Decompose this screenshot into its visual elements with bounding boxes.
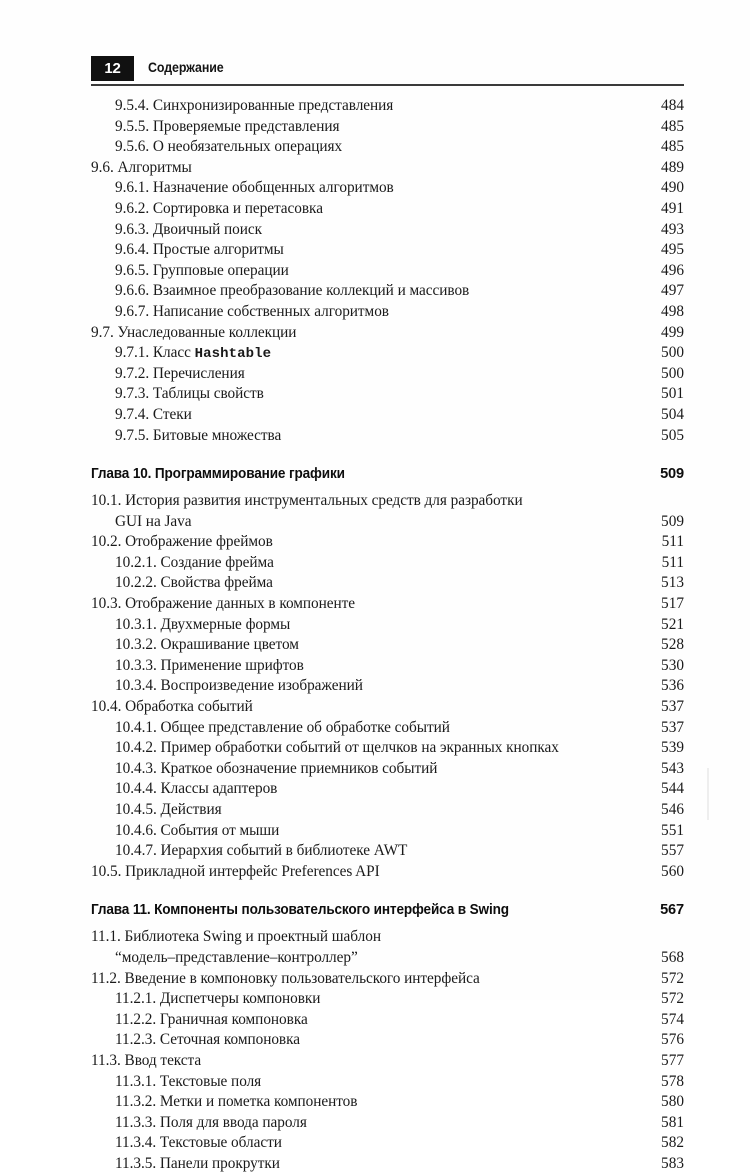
- toc-entry-label: 9.6.7. Написание собственных алгоритмов: [115, 302, 389, 320]
- toc-entry-page-number: 583: [661, 1154, 684, 1172]
- toc-entry-page-number: 485: [661, 138, 684, 156]
- toc-entry-page-number: 574: [661, 1010, 684, 1028]
- toc-entry-page-number: 500: [661, 364, 684, 382]
- toc-entry-page-number: 493: [661, 220, 684, 238]
- toc-entry-page-number: 577: [661, 1051, 684, 1069]
- scan-artifact: [707, 768, 709, 820]
- page-folio-box: [91, 56, 134, 81]
- toc-entry-label: 11.3. Ввод текста: [91, 1051, 202, 1069]
- toc-entry-label: 10.3. Отображение данных в компоненте: [91, 595, 356, 613]
- toc-entry-page-number: 521: [661, 615, 684, 633]
- toc-entry-label: 10.4.1. Общее представление об обработке событий: [115, 718, 450, 736]
- toc-entry-continuation-row[interactable]: [91, 948, 684, 969]
- toc-entry-label: 10.3.4. Воспроизведение изображений: [115, 677, 363, 695]
- toc-entry-row[interactable]: [91, 281, 684, 302]
- toc-entry-row[interactable]: [91, 178, 684, 199]
- toc-entry-row[interactable]: [91, 364, 684, 385]
- toc-entry-label: 10.4.7. Иерархия событий в библиотеке AWT: [115, 842, 408, 860]
- toc-entry-label: 10.2.1. Создание фрейма: [115, 553, 274, 571]
- toc-entry-page-number: 501: [661, 385, 684, 403]
- toc-entry-label: 9.5.5. Проверяемые представления: [115, 117, 340, 135]
- toc-entry-page-number: 560: [661, 862, 684, 880]
- toc-entry-label: 9.5.4. Синхронизированные представления: [115, 97, 394, 114]
- toc-entry-label: 10.3.3. Применение шрифтов: [115, 656, 304, 674]
- toc-entry-page-number: 509: [661, 512, 684, 530]
- toc-entry-row[interactable]: [91, 405, 684, 426]
- toc-entry-page-number: 568: [661, 948, 684, 966]
- toc-entry-label: 11.2.3. Сеточная компоновка: [115, 1031, 300, 1049]
- toc-entry-label: GUI на Java: [115, 512, 192, 530]
- toc-entry-code-span: Hashtable: [194, 346, 272, 363]
- toc-entry-label: [115, 343, 271, 365]
- toc-entry-label: 10.4.6. События от мыши: [115, 821, 280, 839]
- toc-entry-row[interactable]: [91, 779, 684, 800]
- toc-entry-page-number: 546: [661, 801, 684, 818]
- toc-entry-row[interactable]: [91, 220, 684, 241]
- toc-entry-label: 9.7.3. Таблицы свойств: [115, 385, 264, 403]
- toc-entry-page-number: 551: [661, 821, 684, 839]
- toc-entry-page-number: 539: [661, 739, 684, 757]
- toc-entry-row[interactable]: [91, 199, 684, 220]
- toc-entry-label: 10.4.4. Классы адаптеров: [115, 780, 278, 798]
- toc-entry-page-number: 536: [661, 677, 684, 695]
- toc-entry-label: 9.6. Алгоритмы: [91, 158, 192, 176]
- table-of-contents: [91, 96, 684, 1175]
- toc-entry-row[interactable]: [91, 635, 684, 656]
- toc-entry-label-text: 9.7.1. Класс: [115, 344, 195, 362]
- running-head-rule: [91, 84, 684, 86]
- toc-entry-row[interactable]: [91, 491, 684, 512]
- toc-entry-row[interactable]: [91, 738, 684, 759]
- toc-entry-page-number: 557: [661, 842, 684, 860]
- toc-entry-label: 10.4. Обработка событий: [91, 698, 253, 716]
- toc-entry-row[interactable]: [91, 676, 684, 697]
- toc-entry-row[interactable]: [91, 240, 684, 261]
- toc-entry-row[interactable]: [91, 1133, 684, 1154]
- toc-entry-page-number: 505: [661, 426, 684, 444]
- toc-entry-label: 10.4.2. Пример обработки событий от щелчков на экранных кнопках: [115, 739, 559, 757]
- toc-entry-page-number: 498: [661, 302, 684, 320]
- toc-entry-page-number: 497: [661, 282, 684, 300]
- toc-entry-page-number: 572: [661, 990, 684, 1008]
- toc-entry-row[interactable]: [91, 862, 684, 883]
- toc-entry-row[interactable]: [91, 117, 684, 138]
- toc-entry-label: 9.5.6. О необязательных операциях: [115, 138, 343, 156]
- toc-entry-row[interactable]: [91, 759, 684, 780]
- toc-entry-label: 9.6.1. Назначение обобщенных алгоритмов: [115, 179, 394, 197]
- running-head: [91, 56, 691, 86]
- toc-entry-row[interactable]: [91, 1113, 684, 1134]
- toc-entry-page-number: 490: [661, 179, 684, 197]
- toc-chapter-page-number: 509: [660, 466, 684, 483]
- toc-entry-page-number: 582: [661, 1134, 684, 1152]
- toc-entry-row[interactable]: [91, 800, 684, 821]
- toc-entry-row[interactable]: [91, 718, 684, 739]
- toc-entry-label: 11.3.5. Панели прокрутки: [115, 1154, 280, 1172]
- toc-entry-page-number: 484: [661, 97, 684, 114]
- toc-entry-page-number: 513: [661, 574, 684, 592]
- running-head-title: Содержание: [148, 60, 224, 75]
- toc-entry-label: 9.7.2. Перечисления: [115, 364, 245, 382]
- toc-entry-row[interactable]: [91, 1030, 684, 1051]
- toc-entry-page-number: 576: [661, 1031, 684, 1049]
- toc-entry-label: 11.1. Библиотека Swing и проектный шаблон: [91, 928, 381, 946]
- toc-entry-row[interactable]: [91, 656, 684, 677]
- toc-entry-page-number: 517: [661, 595, 684, 613]
- toc-chapter-row[interactable]: [91, 895, 684, 925]
- toc-entry-row[interactable]: [91, 532, 684, 553]
- toc-entry-label: 11.3.2. Метки и пометка компонентов: [115, 1093, 358, 1111]
- toc-entry-label: 9.6.6. Взаимное преобразование коллекций и массивов: [115, 282, 470, 300]
- toc-entry-row[interactable]: [91, 426, 684, 447]
- toc-chapter-row[interactable]: [91, 459, 684, 489]
- toc-entry-row[interactable]: [91, 841, 684, 862]
- toc-entry-row[interactable]: [91, 302, 684, 323]
- toc-entry-row[interactable]: [91, 384, 684, 405]
- toc-entry-page-number: 499: [661, 323, 684, 341]
- toc-entry-label: 9.6.4. Простые алгоритмы: [115, 241, 284, 259]
- toc-entry-page-number: 544: [661, 780, 684, 798]
- toc-entry-page-number: 528: [661, 636, 684, 654]
- toc-entry-row[interactable]: [91, 158, 684, 179]
- toc-entry-row[interactable]: [91, 927, 684, 948]
- toc-entry-page-number: 572: [661, 969, 684, 987]
- toc-entry-row[interactable]: [91, 343, 684, 364]
- toc-entry-label: 9.7. Унаследованные коллекции: [91, 323, 297, 341]
- toc-entry-label: 10.2. Отображение фреймов: [91, 533, 273, 551]
- toc-entry-row[interactable]: [91, 1092, 684, 1113]
- toc-entry-page-number: 543: [661, 759, 684, 777]
- toc-entry-row[interactable]: [91, 821, 684, 842]
- toc-entry-label: 11.2.2. Граничная компоновка: [115, 1010, 308, 1028]
- toc-entry-page-number: 537: [661, 718, 684, 736]
- toc-entry-page-number: 491: [661, 199, 684, 217]
- toc-chapter-label: Глава 10. Программирование графики: [91, 466, 345, 483]
- toc-entry-page-number: 580: [661, 1093, 684, 1111]
- toc-entry-row[interactable]: [91, 1010, 684, 1031]
- toc-entry-label: “модель–представление–контроллер”: [115, 948, 358, 966]
- page-folio-number: 12: [104, 60, 121, 77]
- toc-entry-row[interactable]: [91, 323, 684, 344]
- toc-entry-label: 11.3.4. Текстовые области: [115, 1134, 282, 1152]
- toc-entry-label: 10.3.2. Окрашивание цветом: [115, 636, 299, 654]
- toc-entry-label: 11.2.1. Диспетчеры компоновки: [115, 990, 321, 1008]
- toc-chapter-label: Глава 11. Компоненты пользовательского интерфейса в Swing: [91, 902, 509, 919]
- toc-entry-label: 9.7.4. Стеки: [115, 405, 192, 423]
- toc-entry-label: 11.2. Введение в компоновку пользовательского интерфейса: [91, 969, 480, 987]
- toc-entry-page-number: 500: [661, 344, 684, 362]
- toc-entry-label: 9.6.5. Групповые операции: [115, 261, 289, 279]
- toc-entry-label: 9.6.2. Сортировка и перетасовка: [115, 199, 323, 217]
- toc-entry-row[interactable]: [91, 1154, 684, 1175]
- toc-entry-page-number: 511: [661, 553, 684, 571]
- toc-entry-row[interactable]: [91, 261, 684, 282]
- toc-entry-label: 10.1. История развития инструментальных средств для разработки: [91, 492, 523, 510]
- toc-entry-continuation-row[interactable]: [91, 512, 684, 533]
- toc-entry-page-number: 495: [661, 241, 684, 259]
- toc-entry-page-number: 485: [661, 117, 684, 135]
- toc-entry-label: 10.4.3. Краткое обозначение приемников событий: [115, 759, 438, 777]
- toc-entry-label: 10.5. Прикладной интерфейс Preferences API: [91, 862, 380, 880]
- toc-entry-row[interactable]: [91, 553, 684, 574]
- toc-entry-label: 11.3.1. Текстовые поля: [115, 1072, 262, 1090]
- toc-entry-page-number: 537: [661, 698, 684, 716]
- toc-entry-row[interactable]: [91, 615, 684, 636]
- toc-entry-row[interactable]: [91, 697, 684, 718]
- toc-entry-row[interactable]: [91, 1072, 684, 1093]
- toc-entry-page-number: 511: [661, 533, 684, 551]
- toc-entry-label: 10.4.5. Действия: [115, 801, 222, 818]
- toc-entry-label: 11.3.3. Поля для ввода пароля: [115, 1113, 307, 1131]
- toc-entry-row[interactable]: [91, 969, 684, 990]
- toc-entry-row[interactable]: [91, 573, 684, 594]
- toc-entry-label: 10.3.1. Двухмерные формы: [115, 615, 291, 633]
- toc-chapter-page-number: 567: [660, 902, 684, 919]
- toc-entry-page-number: 489: [661, 158, 684, 176]
- toc-entry-page-number: 496: [661, 261, 684, 279]
- toc-entry-page-number: 581: [661, 1113, 684, 1131]
- toc-entry-page-number: 530: [661, 656, 684, 674]
- toc-entry-row[interactable]: [91, 1051, 684, 1072]
- toc-entry-label: 9.7.5. Битовые множества: [115, 426, 282, 444]
- toc-entry-row[interactable]: [91, 137, 684, 158]
- toc-entry-label: 10.2.2. Свойства фрейма: [115, 574, 273, 592]
- toc-entry-row[interactable]: [91, 989, 684, 1010]
- toc-entry-label: 9.6.3. Двоичный поиск: [115, 220, 262, 238]
- toc-entry-row[interactable]: [91, 96, 684, 117]
- toc-entry-row[interactable]: [91, 594, 684, 615]
- toc-entry-page-number: 578: [661, 1072, 684, 1090]
- toc-entry-page-number: 504: [661, 405, 684, 423]
